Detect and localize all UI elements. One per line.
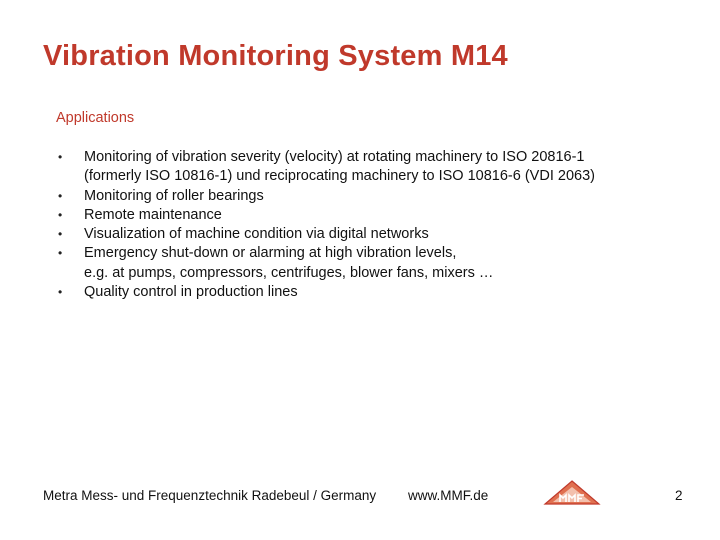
bullet-icon: • [58, 150, 63, 164]
page-number: 2 [675, 488, 683, 503]
bullet-line: Quality control in production lines [84, 284, 298, 301]
bullet-icon: • [58, 227, 63, 242]
bullet-icon: • [58, 246, 63, 261]
list-item [55, 206, 695, 225]
bullet-icon: • [58, 285, 63, 300]
list-item [55, 225, 695, 244]
list-item [55, 283, 695, 302]
bullet-icon: • [58, 188, 63, 203]
list-item [55, 187, 695, 206]
footer-website: www.MMF.de [408, 488, 489, 503]
bullet-line: (formerly ISO 10816-1) und reciprocating machinery to ISO 10816-6 (VDI 2063) [84, 168, 595, 185]
bullet-line: Visualization of machine condition via digital networks [84, 226, 429, 243]
bullet-line: Monitoring of roller bearings [84, 187, 264, 204]
bullet-line: Emergency shut-down or alarming at high vibration levels, [84, 245, 457, 262]
bullet-line: Monitoring of vibration severity (velocity) at rotating machinery to ISO 20816-1 [84, 149, 585, 165]
list-item [55, 148, 695, 187]
slide-title: Vibration Monitoring System M14 [43, 40, 508, 72]
footer-company: Metra Mess- und Frequenztechnik Radebeul / Germany [43, 488, 377, 503]
bullet-icon: • [58, 207, 63, 222]
list-item [55, 244, 695, 283]
bullet-line: Remote maintenance [84, 206, 222, 223]
bullet-list [55, 148, 695, 302]
section-label: Applications [56, 110, 135, 126]
bullet-line: e.g. at pumps, compressors, centrifuges, blower fans, mixers … [84, 264, 494, 281]
mmf-logo-icon [543, 480, 601, 506]
